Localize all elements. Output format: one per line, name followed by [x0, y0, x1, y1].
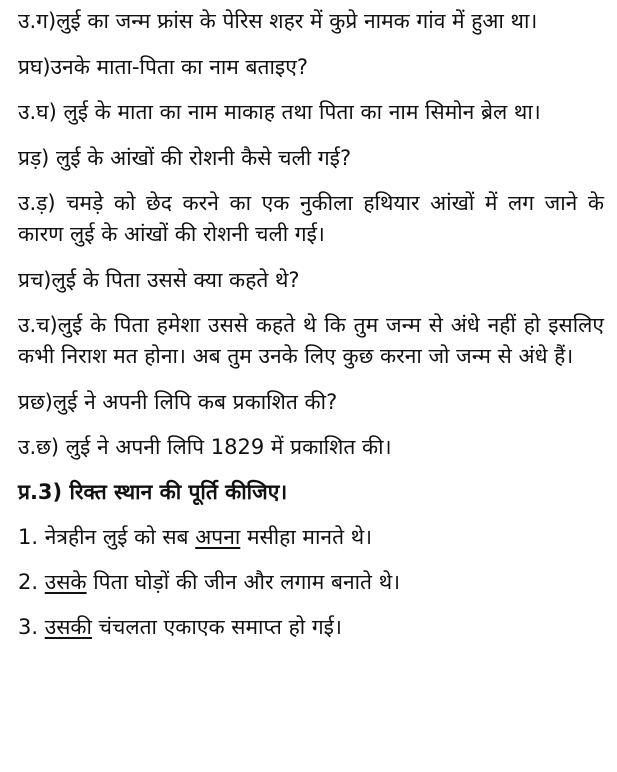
section-heading: प्र.3) रिक्त स्थान की पूर्ति कीजिए।	[18, 480, 288, 504]
item-prefix: 3.	[18, 615, 45, 639]
question-paragraph: प्रड़) लुई के आंखों की रोशनी कैसे चली गई?	[18, 146, 352, 170]
question-paragraph: प्रच)लुई के पिता उससे क्या कहते थे?	[18, 268, 300, 292]
answer-paragraph: उ.ड़) चमड़े को छेद करने का एक नुकीला हथियार आंखों में लग जाने के कारण लुई के आंखों की रोशनी चली गई।	[18, 191, 604, 246]
answer-paragraph: उ.च)लुई के पिता हमेशा उससे कहते थे कि तुम जन्म से अंधे नहीं हो इसलिए कभी निराश मत होना। अब तुम उनके लिए कुछ करना जो जन्म से अंधे हैं।	[18, 313, 604, 368]
underlined-answer: उसके	[44, 570, 87, 594]
item-suffix: पिता घोड़ों की जीन और लगाम बनाते थे।	[86, 570, 401, 594]
underlined-answer: अपना	[195, 525, 241, 549]
item-prefix: 1. नेत्रहीन लुई को सब	[18, 525, 196, 549]
item-prefix: 2.	[18, 570, 45, 594]
underlined-answer: उसकी	[44, 615, 92, 639]
question-paragraph: प्रछ)लुई ने अपनी लिपि कब प्रकाशित की?	[18, 390, 338, 414]
question-paragraph: प्रघ)उनके माता-पिता का नाम बताइए?	[18, 55, 308, 79]
document-page	[18, 6, 604, 657]
fill-blank-item	[18, 612, 604, 643]
fill-blank-item	[18, 567, 604, 598]
answer-paragraph: उ.ग)लुई का जन्म फ्रांस के पेरिस शहर में कुप्रे नामक गांव में हुआ था।	[18, 9, 538, 33]
answer-paragraph: उ.छ) लुई ने अपनी लिपि 1829 में प्रकाशित की।	[18, 435, 392, 459]
item-suffix: चंचलता एकाएक समाप्त हो गई।	[92, 615, 342, 639]
fill-blank-item	[18, 522, 604, 553]
item-suffix: मसीहा मानते थे।	[240, 525, 373, 549]
answer-paragraph: उ.घ) लुई के माता का नाम माकाह तथा पिता का नाम सिमोन ब्रेल था।	[18, 100, 541, 124]
